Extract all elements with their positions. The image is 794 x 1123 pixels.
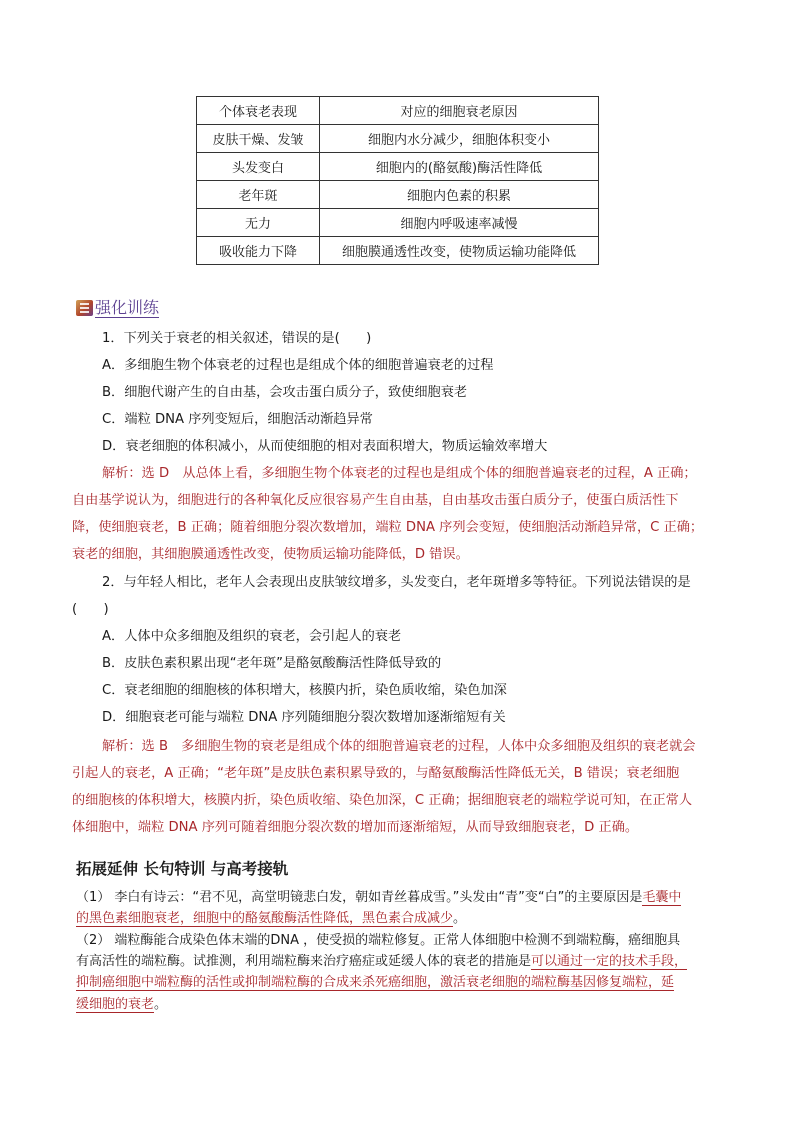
section-heading-practice (76, 298, 159, 318)
option-b: B．皮肤色素积累出现“老年斑”是酪氨酸酶活性降低导致的 (102, 656, 442, 671)
extension-item-2-cont (76, 996, 167, 1014)
option-d: D．细胞衰老可能与端粒 DNA 序列随细胞分裂次数增加逐渐缩短有关 (102, 710, 506, 725)
table-row (197, 153, 599, 181)
answer-line: 解析：选 B 多细胞生物的衰老是组成个体的细胞普遍衰老的过程，人体中众多细胞及组织的衰老就会 (102, 739, 696, 754)
table-row (197, 209, 599, 237)
aging-table (196, 96, 599, 265)
extension-item-1-cont (76, 910, 466, 928)
question-stem: 2．与年轻人相比，老年人会表现出皮肤皱纹增多，头发变白，老年斑增多等特征。下列说法错误的是 (102, 575, 691, 590)
table-row (197, 125, 599, 153)
table-cell: 皮肤干燥、发皱 (197, 125, 320, 153)
option-d: D．衰老细胞的体积减小，从而使细胞的相对表面积增大，物质运输效率增大 (102, 439, 548, 454)
table-cell: 吸收能力下降 (197, 237, 320, 265)
question-stem-cont: ( ) (72, 602, 109, 617)
option-c: C．端粒 DNA 序列变短后，细胞活动渐趋异常 (102, 412, 373, 427)
section-title: 强化训练 (95, 298, 160, 317)
extension-answer: 可以通过一定的技术手段， (531, 954, 688, 969)
option-b: B．细胞代谢产生的自由基，会攻击蛋白质分子，致使细胞衰老 (102, 385, 468, 400)
table-header-cell: 对应的细胞衰老原因 (320, 97, 599, 125)
table-cell: 细胞内色素的积累 (320, 181, 599, 209)
option-c: C．衰老细胞的细胞核的体积增大，核膜内折，染色质收缩，染色加深 (102, 683, 507, 698)
answer-line: 自由基学说认为，细胞进行的各种氧化反应很容易产生自由基，自由基攻击蛋白质分子，使蛋白质活性下 (72, 493, 679, 508)
table-header-cell: 个体衰老表现 (197, 97, 320, 125)
answer-line: 的细胞核的体积增大，核膜内折，染色质收缩、染色加深，C 正确；据细胞衰老的端粒学说可知，在正常人 (72, 793, 693, 808)
extension-item-2-cont (76, 974, 674, 992)
answer-line: 引起人的衰老，A 正确；“老年斑”是皮肤色素积累导致的，与酪氨酸酶活性降低无关，B 错误；衰老细胞 (72, 766, 680, 781)
question-stem: 1．下列关于衰老的相关叙述，错误的是( ) (102, 331, 372, 346)
table-cell: 无力 (197, 209, 320, 237)
extension-answer: 抑制癌细胞中端粒酶的活性或抑制端粒酶的合成来杀死癌细胞，激活衰老细胞的端粒酶基因修复端粒，延 (76, 975, 675, 990)
book-icon (76, 300, 93, 316)
option-a: A．多细胞生物个体衰老的过程也是组成个体的细胞普遍衰老的过程 (102, 358, 494, 373)
option-a: A．人体中众多细胞及组织的衰老，会引起人的衰老 (102, 629, 402, 644)
table-cell: 细胞内呼吸速率减慢 (320, 209, 599, 237)
extension-item-2-cont (76, 953, 687, 971)
extension-text: 。 (154, 997, 168, 1012)
extension-answer: 的黑色素细胞衰老，细胞中的酪氨酸酶活性降低，黑色素合成减少 (76, 911, 454, 926)
extension-answer: 缓细胞的衰老 (76, 997, 155, 1012)
extension-text: 。 (453, 911, 467, 926)
table-row (197, 237, 599, 265)
extension-text: （1） 李白有诗云：“君不见，高堂明镜悲白发，朝如青丝暮成雪。”头发由“青”变“白”的主要原因是 (76, 890, 643, 905)
answer-line: 衰老的细胞，其细胞膜通透性改变，使物质运输功能降低，D 错误。 (72, 547, 469, 562)
extension-answer: 毛囊中 (642, 890, 682, 905)
table-cell: 细胞内的(酪氨酸)酶活性降低 (320, 153, 599, 181)
table-cell: 头发变白 (197, 153, 320, 181)
answer-line: 降，使细胞衰老，B 正确；随着细胞分裂次数增加，端粒 DNA 序列会变短，使细胞活动渐趋异常，C 正确； (72, 520, 704, 535)
answer-line: 解析：选 D 从总体上看，多细胞生物个体衰老的过程也是组成个体的细胞普遍衰老的过程，A 正确； (102, 466, 697, 481)
extension-text: 有高活性的端粒酶。试推测，利用端粒酶来治疗癌症或延缓人体的衰老的措施是 (76, 954, 532, 969)
answer-line: 体细胞中，端粒 DNA 序列可随着细胞分裂次数的增加而逐渐缩短，从而导致细胞衰老，D 正确。 (72, 820, 639, 835)
table-cell: 细胞膜通透性改变，使物质运输功能降低 (320, 237, 599, 265)
extension-item-1 (76, 889, 681, 907)
table-row (197, 181, 599, 209)
table-cell: 细胞内水分减少，细胞体积变小 (320, 125, 599, 153)
table-header-row (197, 97, 599, 125)
table-cell: 老年斑 (197, 181, 320, 209)
extension-item-2: （2） 端粒酶能合成染色体末端的DNA ，使受损的端粒修复。正常人体细胞中检测不到端粒酶，癌细胞具 (76, 933, 681, 948)
section-title-extension: 拓展延伸 长句特训 与高考接轨 (76, 860, 289, 878)
